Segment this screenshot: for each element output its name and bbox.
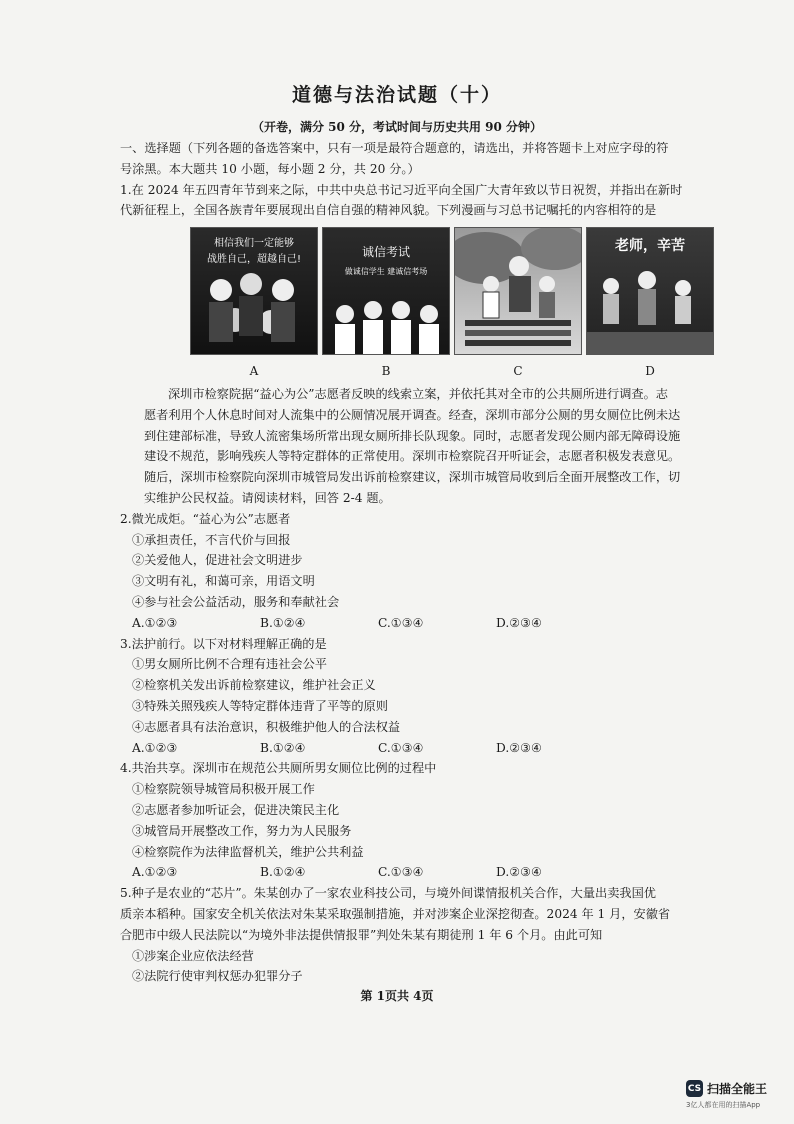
question-5 <box>120 883 734 987</box>
cartoon-c-label: C <box>513 364 523 379</box>
cartoon-b-label: B <box>381 364 391 379</box>
material-line: 建设不规范，影响残疾人等特定群体的正常使用。深圳市检察院召开听证会，志愿者积极发表意见。 <box>144 449 681 464</box>
q3-options <box>120 738 734 759</box>
cartoon-d-caption: 老师，辛苦 <box>615 238 685 255</box>
cartoon-labels <box>190 361 734 382</box>
scanner-name: 扫描全能王 <box>707 1082 768 1096</box>
q4-option-b[interactable]: B.①②④ <box>260 865 306 880</box>
cartoon-a-figures <box>191 228 317 354</box>
q1-cartoons <box>190 227 734 357</box>
q2-stem: 2.微光成炬。“益心为公”志愿者 <box>120 511 291 526</box>
exam-body <box>120 138 734 987</box>
q3-option-a[interactable]: A.①②③ <box>132 740 178 755</box>
cartoon-b <box>322 227 450 355</box>
page-number: 第 1页共 4页 <box>360 989 434 1003</box>
scanner-watermark <box>686 1080 767 1097</box>
cartoon-d <box>586 227 714 355</box>
cartoon-b-caption-2: 做诚信学生 建诚信考场 <box>344 267 428 277</box>
q1-stem: 1.在 2024 年五四青年节到来之际，中共中央总书记习近平向全国广大青年致以节日祝贺，并指出在新时 <box>120 182 683 197</box>
q3-item: ④志愿者具有法治意识，积极维护他人的合法权益 <box>132 719 401 734</box>
material-line: 深圳市检察院据“益心为公”志愿者反映的线索立案，并依托其对全市的公共厕所进行调查。志 <box>168 386 668 401</box>
scanner-tagline: 3亿人都在用的扫描App <box>686 1101 761 1109</box>
cartoon-c <box>454 227 582 355</box>
section-heading: 一、选择题（下列各题的备选答案中，只有一项是最符合题意的，请选出，并将答题卡上对应字母的符 <box>120 141 669 155</box>
q4-option-c[interactable]: C.①③④ <box>378 865 424 880</box>
q2-item: ④参与社会公益活动，服务和奉献社会 <box>132 594 340 609</box>
q5-stem-cont: 质亲本稻种。国家安全机关依法对朱某采取强制措施，并对涉案企业深挖彻查。2024 年 1 月，安徽省 <box>120 906 671 921</box>
q3-stem: 3.法护前行。以下对材料理解正确的是 <box>120 636 327 651</box>
q4-option-d[interactable]: D.②③④ <box>496 865 542 880</box>
q5-item: ②法院行使审判权惩办犯罪分子 <box>132 969 303 984</box>
q5-item: ①涉案企业应依法经营 <box>132 948 254 963</box>
question-3 <box>120 634 734 759</box>
q2-option-c[interactable]: C.①③④ <box>378 615 424 630</box>
q2-options <box>120 613 734 634</box>
q3-item: ①男女厕所比例不合理有违社会公平 <box>132 657 327 672</box>
cartoon-a-label: A <box>249 364 259 379</box>
q4-item: ②志愿者参加听证会，促进决策民主化 <box>132 802 340 817</box>
q3-option-b[interactable]: B.①②④ <box>260 740 306 755</box>
question-4 <box>120 758 734 883</box>
cartoon-d-label: D <box>645 364 655 379</box>
q4-item: ①检察院领导城管局积极开展工作 <box>132 782 315 797</box>
material-passage <box>144 384 734 509</box>
q1-stem-cont: 代新征程上，全国各族青年要展现出自信自强的精神风貌。下列漫画与习总书记嘱托的内容相符的是 <box>120 203 657 218</box>
q4-option-a[interactable]: A.①②③ <box>132 865 178 880</box>
q2-option-b[interactable]: B.①②④ <box>260 615 306 630</box>
exam-title: 道德与法治试题（十） <box>291 84 502 106</box>
q3-option-d[interactable]: D.②③④ <box>496 740 542 755</box>
cartoon-a-caption: 相信我们一定能够 <box>214 238 294 250</box>
q5-stem-cont: 合肥市中级人民法院以“为境外非法提供情报罪”判处朱某有期徒刑 1 年 6 个月。由此可知 <box>120 927 603 942</box>
q5-stem: 5.种子是农业的“芯片”。朱某创办了一家农业科技公司，与境外间谍情报机关合作，大量出卖我国优 <box>120 886 656 901</box>
q3-item: ②检察机关发出诉前检察建议，维护社会正义 <box>132 678 376 693</box>
cartoon-c-figures <box>455 228 581 354</box>
q3-item: ③特殊关照残疾人等特定群体违背了平等的原则 <box>132 698 388 713</box>
exam-subtitle: （开卷，满分 50 分，考试时间与历史共用 90 分钟） <box>251 120 543 134</box>
cartoon-b-caption: 诚信考试 <box>361 245 410 260</box>
q2-option-d[interactable]: D.②③④ <box>496 615 542 630</box>
q2-item: ③文明有礼，和蔼可亲，用语文明 <box>132 574 315 589</box>
material-line: 愿者利用个人休息时间对人流集中的公厕情况展开调查。经查，深圳市部分公厕的男女厕位比例未达 <box>144 407 681 422</box>
material-line: 随后，深圳市检察院向深圳市城管局发出诉前检察建议，深圳市城管局收到后全面开展整改工作，切 <box>144 470 681 485</box>
cartoon-a <box>190 227 318 355</box>
cartoon-a-caption-2: 战胜自己，超越自己! <box>206 254 301 266</box>
cartoon-d-figures <box>587 228 713 354</box>
section-heading-cont: 号涂黑。本大题共 10 小题，每小题 2 分，共 20 分。） <box>120 161 420 176</box>
material-line: 到住建部标准，导致人流密集场所常出现女厕所排长队现象。同时，志愿者发现公厕内部无障碍设施 <box>144 428 681 443</box>
q2-option-a[interactable]: A.①②③ <box>132 615 178 630</box>
material-line: 实维护公民权益。请阅读材料，回答 2-4 题。 <box>144 490 391 505</box>
q4-options <box>120 862 734 883</box>
q4-item: ③城管局开展整改工作，努力为人民服务 <box>132 823 352 838</box>
cartoon-b-figures <box>323 228 449 354</box>
q2-item: ②关爱他人，促进社会文明进步 <box>132 553 303 568</box>
q4-item: ④检察院作为法律监督机关，维护公共利益 <box>132 844 364 859</box>
q4-stem: 4.共治共享。深圳市在规范公共厕所男女厕位比例的过程中 <box>120 761 437 776</box>
question-2 <box>120 509 734 634</box>
q2-item: ①承担责任，不言代价与回报 <box>132 532 291 547</box>
scanner-logo-icon: CS <box>686 1080 703 1097</box>
q3-option-c[interactable]: C.①③④ <box>378 740 424 755</box>
